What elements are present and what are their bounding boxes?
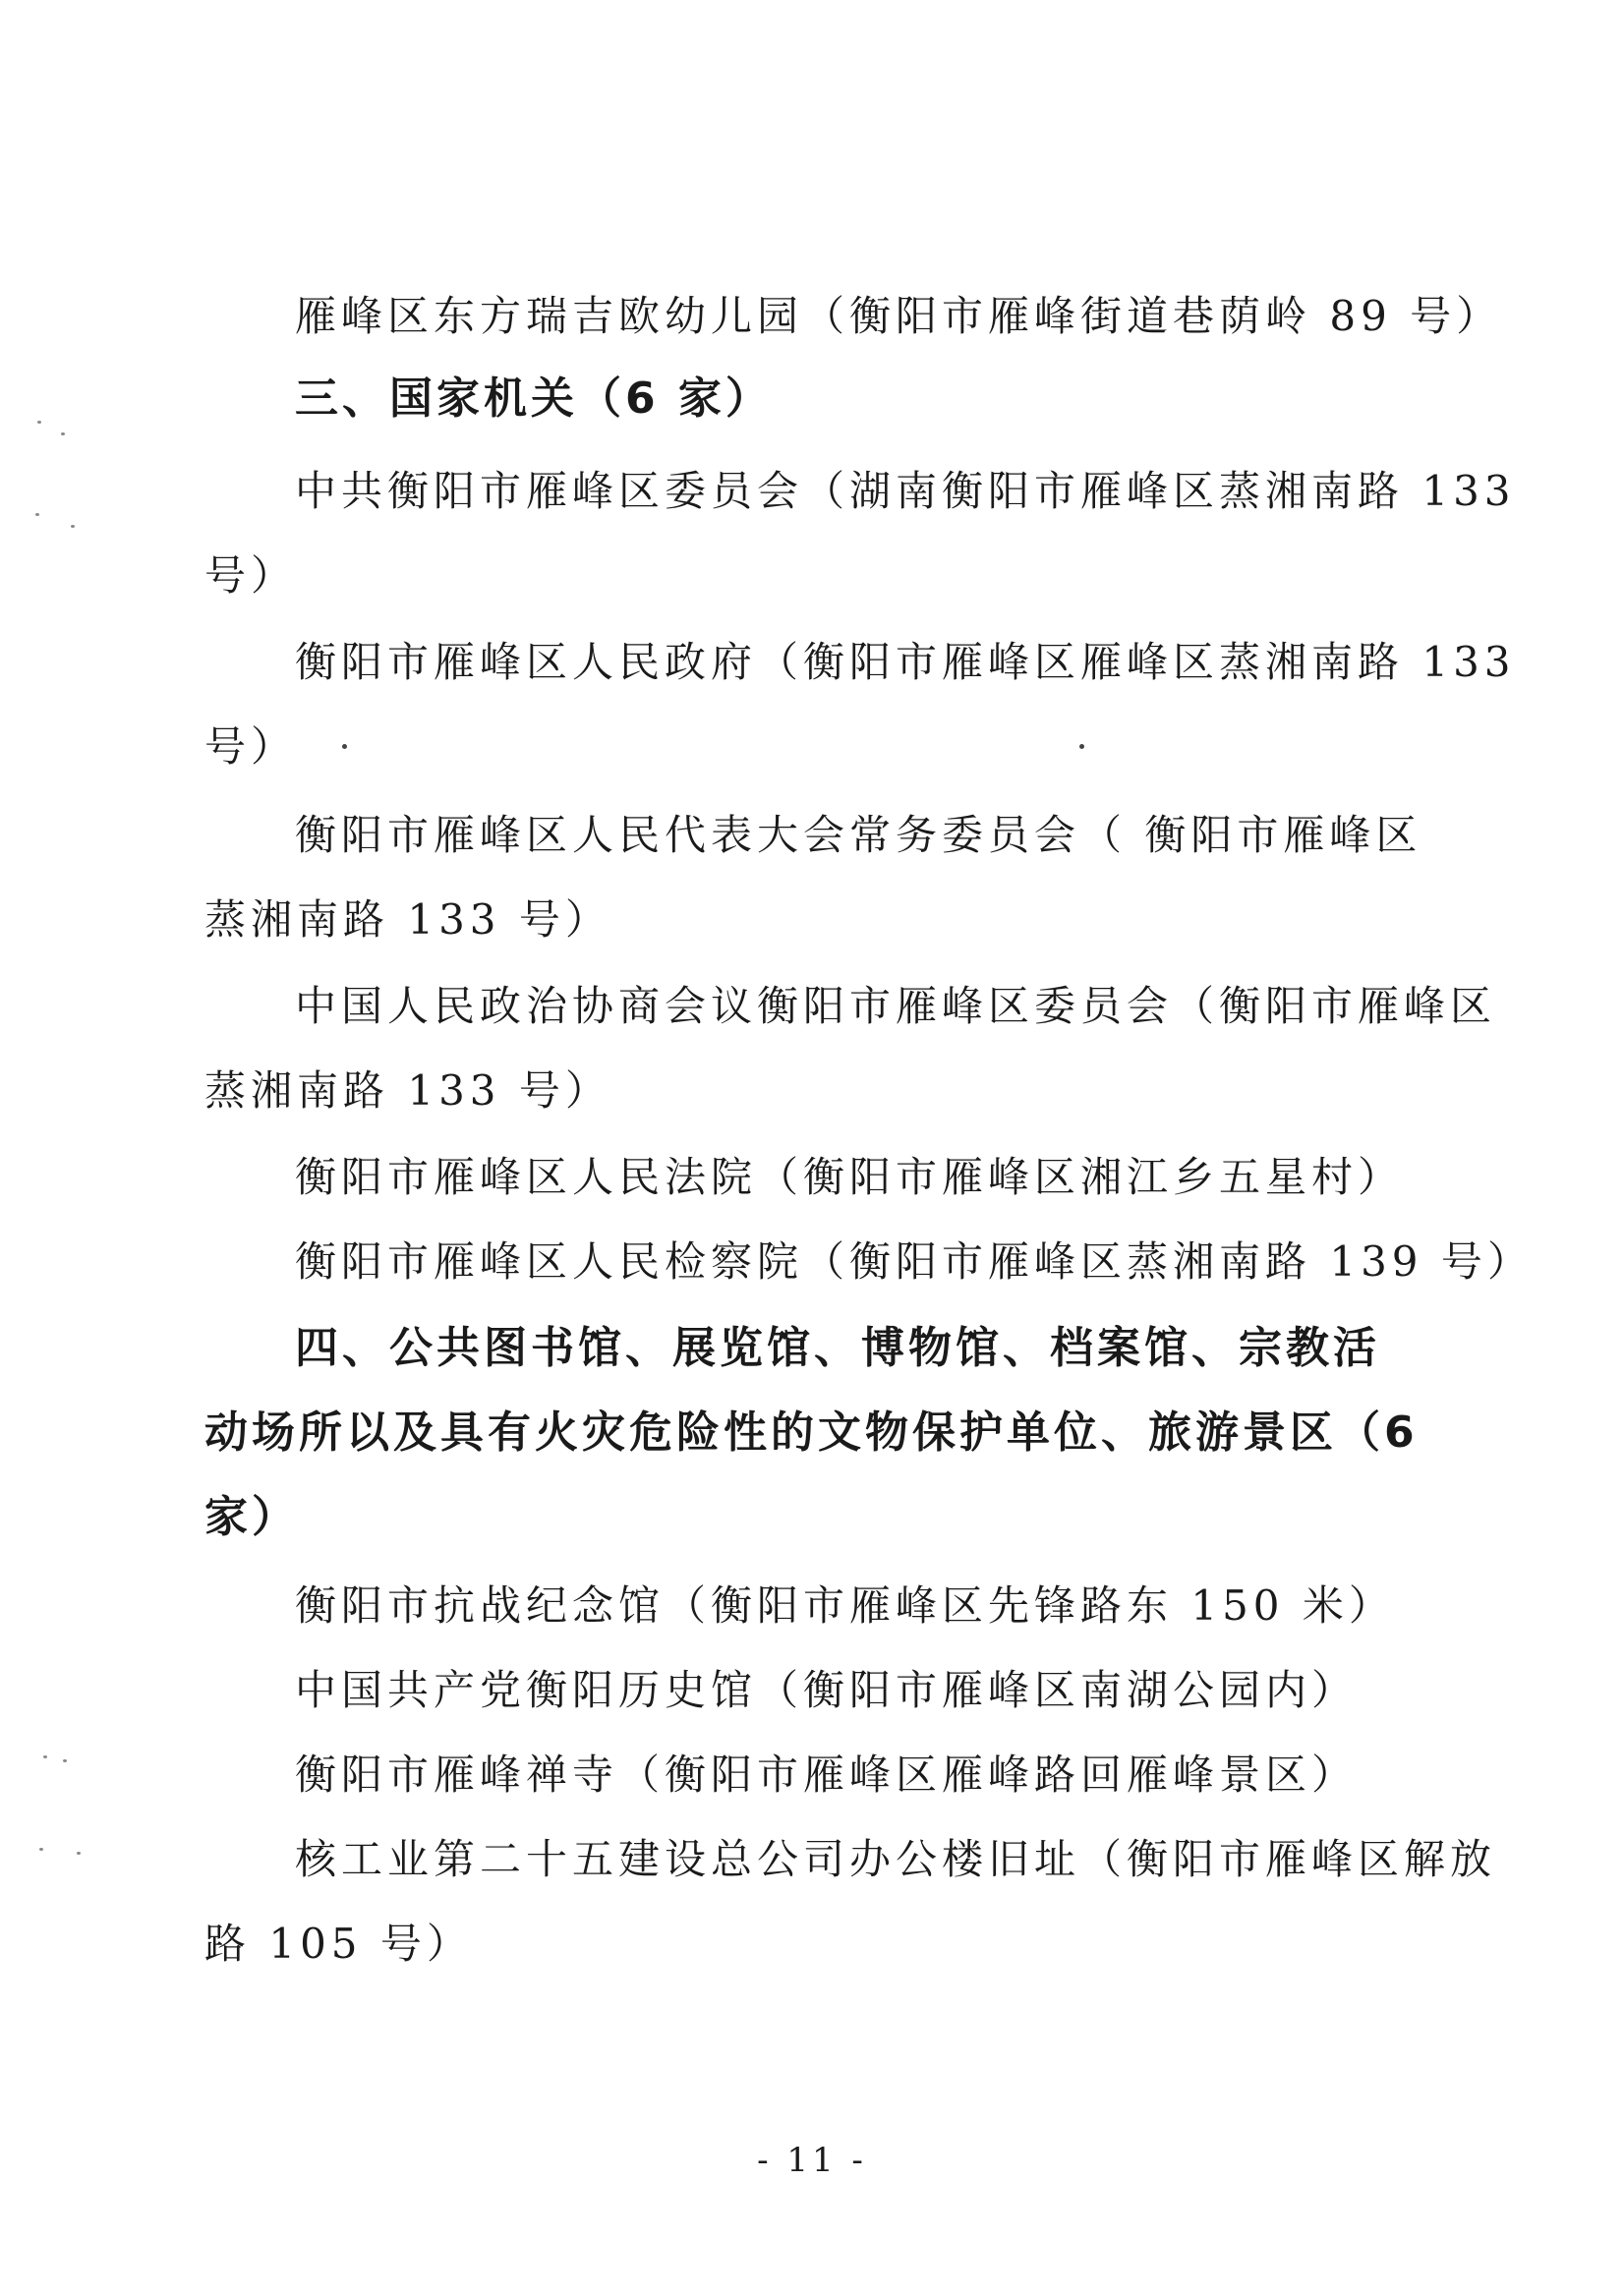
entry-yanfeng-temple: 衡阳市雁峰禅寺（衡阳市雁峰区雁峰路回雁峰景区） (295, 1751, 1359, 1799)
section-heading-public-venues-cont2: 家） (204, 1492, 299, 1542)
scan-speck (63, 1759, 67, 1762)
section-heading-state-organs: 三、国家机关（6 家） (295, 373, 773, 424)
section-heading-public-venues-cont: 动场所以及具有火灾危险性的文物保护单位、旅游景区（6 (204, 1407, 1419, 1458)
entry-nuclear-office-site: 核工业第二十五建设总公司办公楼旧址（衡阳市雁峰区解放 (295, 1835, 1497, 1883)
page-number: - 11 - (757, 2141, 867, 2180)
entry-nuclear-office-site-cont: 路 105 号） (204, 1920, 473, 1968)
scan-speck (39, 1848, 43, 1851)
entry-peoples-court: 衡阳市雁峰区人民法院（衡阳市雁峰区湘江乡五星村） (295, 1153, 1405, 1201)
scan-speck (35, 513, 39, 516)
entry-war-memorial: 衡阳市抗战纪念馆（衡阳市雁峰区先锋路东 150 米） (295, 1581, 1395, 1630)
entry-people-congress: 衡阳市雁峰区人民代表大会常务委员会（ 衡阳市雁峰区 (295, 811, 1422, 859)
scan-dot (1079, 744, 1084, 749)
scan-dot (342, 744, 347, 749)
entry-district-government: 衡阳市雁峰区人民政府（衡阳市雁峰区雁峰区蒸湘南路 133 (295, 638, 1516, 686)
entry-cppcc-cont: 蒸湘南路 133 号） (204, 1066, 611, 1115)
entry-procuratorate: 衡阳市雁峰区人民检察院（衡阳市雁峰区蒸湘南路 139 号） (295, 1237, 1534, 1286)
entry-history-museum: 中国共产党衡阳历史馆（衡阳市雁峰区南湖公园内） (295, 1666, 1359, 1714)
entry-party-committee-cont: 号） (204, 551, 298, 600)
scan-speck (77, 1852, 81, 1855)
scan-speck (71, 525, 75, 528)
scan-speck (43, 1755, 47, 1758)
scan-speck (61, 432, 65, 435)
entry-district-government-cont: 号） (204, 722, 298, 771)
entry-people-congress-cont: 蒸湘南路 133 号） (204, 895, 611, 944)
entry-kindergarten: 雁峰区东方瑞吉欧幼儿园（衡阳市雁峰街道巷荫岭 89 号） (295, 292, 1503, 340)
entry-party-committee: 中共衡阳市雁峰区委员会（湖南衡阳市雁峰区蒸湘南路 133 (295, 467, 1516, 515)
entry-cppcc: 中国人民政治协商会议衡阳市雁峰区委员会（衡阳市雁峰区 (295, 982, 1497, 1030)
section-heading-public-venues: 四、公共图书馆、展览馆、博物馆、档案馆、宗教活 (295, 1323, 1380, 1373)
scan-speck (37, 421, 41, 424)
